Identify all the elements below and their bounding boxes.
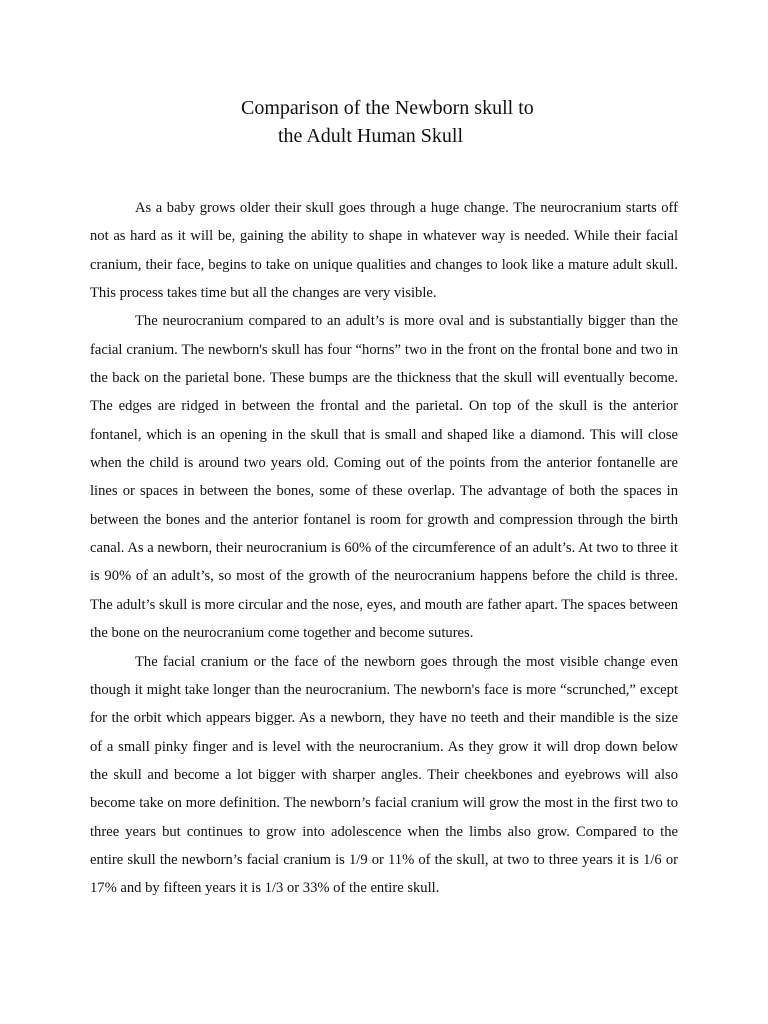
paragraph-3: The facial cranium or the face of the newborn goes through the most visible change even though it might take longer than the neurocranium. The newborn's face is more “scrunched,” except for the orbit which appears bigger. As a newborn, they have no teeth and their mandible is the size of a small pinky finger and is level with the neurocranium. As they grow it will drop down below the skull and become a lot bigger with sharper angles. Their cheekbones and eyebrows will also become take on more definition. The newborn’s facial cranium will grow the most in the first two to three years but continues to grow into adolescence when the limbs also grow. Compared to the entire skull the newborn’s facial cranium is 1/9 or 11% of the skull, at two to three years it is 1/6 or 17% and by fifteen years it is 1/3 or 33% of the entire skull. — [90, 653, 678, 897]
title-line-2: the Adult Human Skull — [278, 125, 463, 147]
paragraph-2: The neurocranium compared to an adult’s is more oval and is substantially bigger than the facial cranium. The newborn's skull has four “horns” two in the front on the frontal bone and two in the back on the parietal bone. These bumps are the thickness that the skull will eventually become. The edges are ridged in between the frontal and the parietal. On top of the skull is the anterior fontanel, which is an opening in the skull that is small and shaped like a diamond. This will close when the child is around two years old. Coming out of the points from the anterior fontanelle are lines or spaces in between the bones, some of these overlap. The advantage of both the spaces in between the bones and the anterior fontanel is room for growth and compression through the birth canal. As a newborn, their neurocranium is 60% of the circumference of an adult’s. At two to three it is 90% of an adult’s, so most of the growth of the neurocranium happens before the child is three. The adult’s skull is more circular and the nose, eyes, and mouth are father apart. The spaces between the bone on the neurocranium come together and become sutures. — [90, 313, 678, 642]
document-body — [90, 194, 678, 903]
paragraph-1: As a baby grows older their skull goes through a huge change. The neurocranium starts off not as hard as it will be, gaining the ability to shape in whatever way is needed. While their facial cranium, their face, begins to take on unique qualities and changes to look like a mature adult skull. This process takes time but all the changes are very visible. — [90, 200, 678, 302]
document-title — [0, 94, 768, 150]
title-line-1: Comparison of the Newborn skull to — [241, 97, 534, 119]
